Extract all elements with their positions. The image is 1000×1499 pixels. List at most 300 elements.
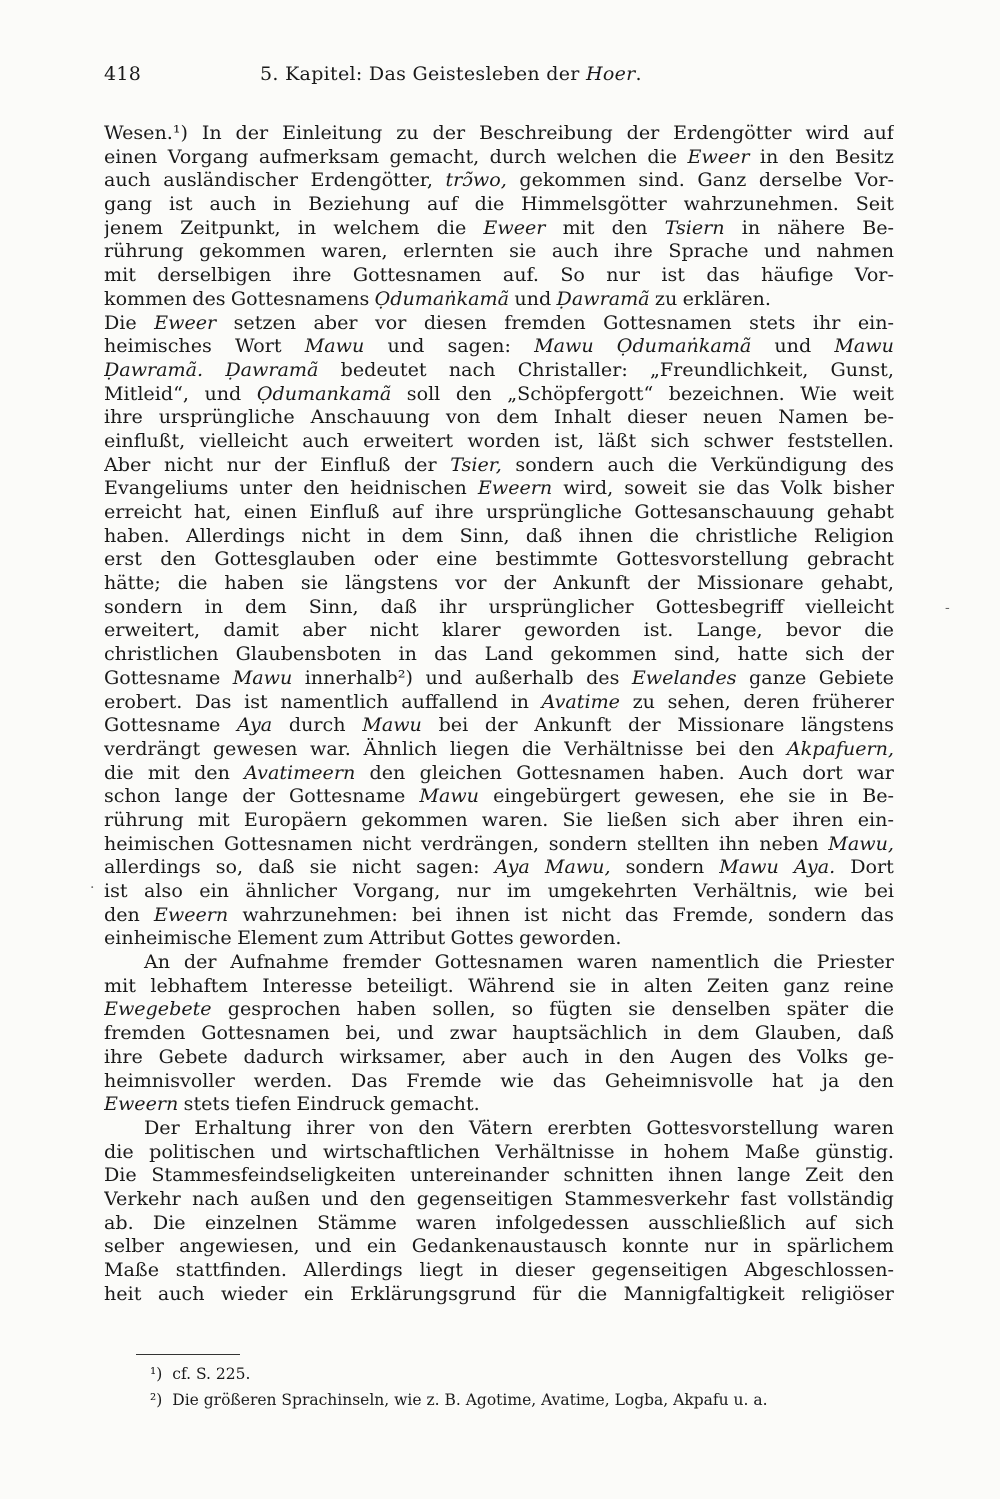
word: und — [774, 334, 812, 358]
word: Mitleid“, — [104, 381, 189, 405]
word: Vor- — [854, 263, 894, 287]
word: ihre — [434, 500, 474, 523]
word: ist — [524, 902, 548, 926]
word: Der — [144, 1115, 180, 1139]
italic-word: Hoer — [586, 63, 636, 85]
word: Ọdumaṅkamã — [374, 286, 510, 310]
word: Geheimnisvolle — [604, 1068, 754, 1092]
word: einen — [243, 500, 298, 523]
word: Erdengötter — [673, 121, 792, 144]
page-header — [104, 63, 894, 93]
word: sehen, — [667, 689, 731, 713]
word: Namen — [778, 405, 849, 429]
word: durch — [288, 713, 346, 737]
word: der — [183, 950, 217, 974]
word: Eweer — [687, 144, 750, 168]
word: wie — [500, 1068, 535, 1092]
word: erst — [104, 547, 142, 571]
word: ein- — [857, 807, 894, 831]
word: vielleicht — [805, 594, 894, 618]
text-line — [104, 690, 894, 714]
text-line — [104, 287, 894, 311]
word: auch — [209, 192, 257, 216]
word: ja — [822, 1068, 840, 1092]
word: sie — [309, 855, 337, 879]
word: Auch — [738, 760, 788, 784]
word: haben — [224, 571, 284, 595]
text-line — [104, 524, 894, 548]
word: infolgedessen — [495, 1210, 629, 1234]
word: lange — [737, 1163, 791, 1187]
word: ihr — [439, 594, 467, 618]
word: Mawu, — [828, 831, 894, 855]
word: Beziehung — [308, 192, 411, 216]
body-text — [104, 121, 894, 1341]
word: gemacht, — [389, 144, 480, 168]
word: Zeitpunkt, — [180, 215, 281, 239]
word: Eweern — [477, 476, 553, 500]
word: Mawu — [304, 334, 365, 358]
word: Volks — [797, 1044, 849, 1068]
word: der — [484, 713, 518, 737]
word: ihnen — [578, 523, 633, 547]
word: aber — [462, 1044, 507, 1068]
word: der — [235, 121, 269, 144]
word: dem — [496, 405, 538, 429]
word: sie — [300, 571, 329, 595]
word: daß — [525, 523, 563, 547]
text-line — [104, 1045, 894, 1069]
text-line — [104, 618, 894, 642]
word: außen — [250, 1186, 311, 1210]
text-line — [104, 500, 894, 524]
word: ein — [303, 1281, 334, 1305]
word: das — [706, 263, 740, 287]
word: den — [104, 902, 140, 926]
text-line — [104, 405, 894, 429]
text-line — [104, 1021, 894, 1045]
word: einen — [104, 144, 158, 168]
word: sind. — [638, 168, 685, 192]
word: Fremde — [406, 1068, 482, 1092]
word: und — [314, 1234, 352, 1258]
word: Erklärungsgrund — [350, 1281, 517, 1305]
word: früherer — [812, 689, 894, 713]
word: waren — [576, 950, 638, 974]
word: Maße — [744, 1139, 800, 1163]
word: ihnen — [668, 1163, 723, 1187]
text-line — [104, 713, 894, 737]
word: In — [201, 121, 222, 144]
text-line — [104, 1069, 894, 1093]
word: Gottesvorstellung — [616, 547, 789, 571]
word: ab. — [104, 1210, 134, 1234]
word: neuen — [702, 405, 763, 429]
word: des — [748, 1044, 782, 1068]
word: derselbigen — [157, 263, 272, 287]
word: nur — [606, 263, 641, 287]
word: auch — [551, 239, 599, 263]
word: ließen — [607, 807, 668, 831]
word: Mawu — [362, 713, 422, 737]
word: die — [667, 452, 698, 476]
word: Ḍawramã — [556, 286, 650, 310]
word: Missionare — [677, 713, 785, 737]
word: Ganz — [697, 168, 747, 192]
word: die — [773, 950, 803, 974]
word: Religion — [813, 523, 894, 547]
word: den — [858, 1068, 894, 1092]
word: die — [649, 523, 679, 547]
word: wirtschaftlichen — [322, 1139, 480, 1163]
text-line — [104, 761, 894, 785]
word: nicht — [301, 523, 351, 547]
word: Sprache — [668, 239, 749, 263]
word: mit — [104, 263, 136, 287]
word: Gottesnamen — [434, 950, 564, 974]
word: gesprochen — [227, 997, 341, 1021]
word: stets — [183, 1092, 230, 1116]
text-line — [104, 1211, 894, 1235]
text-line — [104, 642, 894, 666]
word: das — [860, 902, 894, 926]
word: hauptsächlich — [512, 1021, 648, 1045]
word: der — [626, 121, 660, 144]
word: Stammesfeindseligkeiten — [151, 1163, 396, 1187]
word: ihre — [292, 263, 332, 287]
word: Mawu — [232, 665, 293, 689]
text-line — [104, 666, 894, 690]
word: Gottes — [450, 926, 514, 950]
word: im — [506, 879, 532, 902]
word: auch — [157, 1281, 205, 1305]
word: zwar — [449, 1021, 497, 1045]
word: zu — [654, 286, 678, 310]
word: Gebete — [158, 1044, 228, 1068]
word: rührung — [104, 807, 184, 831]
word: Europäern — [243, 807, 348, 831]
word: Ḍawramã. — [104, 357, 204, 381]
word: der — [403, 452, 437, 476]
word: Evangeliums — [104, 476, 229, 500]
word: kommen — [104, 286, 187, 310]
word: gekommen — [550, 642, 657, 666]
word: wird, — [563, 476, 614, 500]
word: fast — [740, 1186, 777, 1210]
word: geworden — [524, 618, 621, 642]
word: die — [521, 736, 552, 760]
word: Gunst, — [830, 357, 894, 381]
word: erweitert, — [104, 618, 201, 642]
word: erklären. — [682, 286, 771, 310]
word: bei — [411, 902, 442, 926]
word: in — [584, 1044, 603, 1068]
word: „Schöpfergott“ — [507, 381, 654, 405]
word: und — [397, 1021, 434, 1045]
text-line — [104, 168, 894, 192]
word: eine — [436, 547, 478, 571]
word: nähere — [777, 215, 846, 239]
word: auf. — [502, 263, 539, 287]
word: Tsier, — [450, 452, 502, 476]
word: die — [474, 192, 505, 216]
word: die — [864, 997, 894, 1021]
word: in — [297, 215, 317, 239]
word: Gottesanschauung — [634, 500, 815, 523]
word: ihre — [614, 239, 653, 263]
margin-speck: - — [945, 600, 950, 616]
word: wieder — [221, 1281, 288, 1305]
text-line — [104, 358, 894, 382]
word: sie — [628, 997, 656, 1021]
word: ge- — [863, 1044, 894, 1068]
text-line — [104, 382, 894, 406]
word: rührung — [104, 239, 184, 263]
text-line — [104, 974, 894, 998]
word: ist — [169, 192, 193, 216]
word: ihnen — [455, 902, 511, 926]
word: so — [511, 997, 534, 1021]
text-line — [104, 239, 894, 263]
word: Abgeschlossen- — [744, 1258, 894, 1281]
word: Einleitung — [282, 121, 383, 144]
word: wie — [814, 879, 848, 902]
word: „Freundlichkeit, — [650, 357, 809, 381]
text-line — [104, 879, 894, 903]
word: weit — [852, 381, 894, 405]
word: konnte — [622, 1234, 689, 1258]
word: die — [647, 144, 678, 168]
word: zu — [396, 121, 419, 144]
word: nahmen — [816, 239, 894, 263]
word: Eweer — [154, 310, 217, 334]
word: sind, — [674, 642, 721, 666]
word: in — [630, 1139, 649, 1163]
word: der — [242, 784, 275, 808]
word: Verkündigung — [711, 452, 848, 476]
word: Gottesname — [104, 713, 221, 737]
word: mit — [562, 215, 595, 239]
word: trɔ̃wo, — [445, 168, 507, 192]
word: gehabt — [826, 500, 894, 523]
word: sich — [855, 1210, 894, 1234]
word: christliche — [695, 523, 798, 547]
text-line — [104, 832, 894, 856]
word: ganze — [749, 665, 807, 689]
word: haben — [356, 997, 417, 1021]
word: in — [510, 689, 529, 713]
word: ihre — [104, 405, 143, 429]
word: vollständig — [787, 1186, 894, 1210]
word: nicht — [164, 452, 214, 476]
footnote-text: Die größeren Sprachinseln, wie z. B. Agotime, Avatime, Logba, Akpafu u. a. — [172, 1391, 768, 1409]
word: So — [560, 263, 585, 287]
word: neben — [759, 831, 819, 855]
word: auf — [805, 1210, 836, 1234]
word: dem — [697, 1021, 740, 1045]
word: Einfluß — [320, 452, 391, 476]
word: Sinn, — [459, 523, 510, 547]
word: ihn — [718, 831, 750, 855]
word: ist — [104, 879, 128, 902]
word: wird — [805, 121, 850, 144]
word: Die — [104, 310, 137, 334]
word: Das — [351, 1068, 388, 1092]
word: Fremde, — [672, 902, 754, 926]
word: Aya. — [793, 855, 836, 879]
word: klarer — [442, 618, 501, 642]
text-line — [104, 926, 894, 950]
word: in — [753, 1234, 772, 1258]
word: Mawu — [534, 334, 594, 358]
word: liegen — [449, 736, 510, 760]
word: ist — [661, 263, 685, 287]
word: aber — [734, 807, 779, 831]
word: Himmelsgötter — [521, 192, 667, 216]
word: sondern — [625, 855, 705, 879]
word: des — [860, 452, 894, 476]
word: waren, — [321, 239, 388, 263]
word: gebracht — [807, 547, 894, 571]
word: nur — [704, 1234, 738, 1258]
footnote-text: cf. S. 225. — [172, 1365, 251, 1383]
word: Be- — [862, 215, 894, 239]
word: welchen — [556, 144, 638, 168]
word: stets — [749, 310, 796, 334]
word: Eweer — [483, 215, 546, 239]
word: Be- — [862, 784, 894, 808]
word: einflußt, — [104, 428, 186, 452]
word: auch — [104, 168, 151, 192]
text-line — [104, 1187, 894, 1211]
word: in — [829, 784, 849, 808]
word: den — [369, 1186, 406, 1210]
word: dadurch — [243, 1044, 324, 1068]
word: waren — [415, 1210, 477, 1234]
word: einzelnen — [204, 1210, 298, 1234]
word: sie — [698, 476, 726, 500]
word: eingebürgert — [493, 784, 621, 808]
text-line — [104, 311, 894, 335]
word: haben. — [104, 523, 170, 547]
word: nicht — [561, 902, 611, 926]
word: Vätern — [468, 1115, 533, 1139]
word: ausschließlich — [648, 1210, 786, 1234]
text-line — [104, 192, 894, 216]
word: schon — [104, 784, 161, 808]
word: bedeutet — [340, 357, 427, 381]
word: sie — [509, 239, 537, 263]
word: dieser — [514, 1258, 575, 1281]
word: diesen — [423, 310, 487, 334]
word: Priester — [816, 950, 894, 974]
word: selber — [104, 1234, 164, 1258]
word: läßt — [598, 428, 637, 452]
text-line — [104, 1140, 894, 1164]
word: der — [274, 452, 307, 476]
word: war — [857, 760, 894, 784]
word: deren — [743, 689, 800, 713]
word: sie — [788, 784, 816, 808]
word: den — [418, 1115, 455, 1139]
word: Gottesglauben — [214, 547, 356, 571]
word: der — [861, 642, 894, 666]
word: erobert. — [104, 689, 183, 713]
word: zum — [323, 926, 364, 950]
word: Zeit — [805, 1163, 844, 1187]
word: Allerdings — [185, 523, 286, 547]
word: Eweern — [104, 1092, 179, 1116]
text-line — [104, 334, 894, 358]
word: in — [759, 144, 779, 168]
word: Ewegebete — [104, 997, 212, 1021]
word: den — [369, 760, 406, 784]
word: gegenseitigen — [591, 1258, 728, 1281]
word: Lange, — [696, 618, 763, 642]
word: den — [455, 381, 492, 405]
word: Verhältnisse — [564, 736, 684, 760]
word: religiöser — [801, 1281, 894, 1305]
word: das — [624, 902, 659, 926]
word: umgekehrten — [547, 879, 678, 902]
word: den — [618, 1044, 655, 1068]
word: den — [738, 736, 775, 760]
word: Volk — [780, 476, 823, 500]
word: der — [628, 713, 661, 737]
word: Wesen.¹) — [104, 121, 188, 144]
word: sich — [650, 428, 690, 452]
text-line — [104, 453, 894, 477]
word: bei — [438, 713, 469, 737]
word: Gottesnamen — [201, 1021, 330, 1045]
word: werden. — [253, 1068, 333, 1092]
word: mit — [197, 807, 230, 831]
word: Stammesverkehr — [564, 1186, 730, 1210]
word: wahrzunehmen: — [242, 902, 398, 926]
word: den — [611, 215, 648, 239]
word: Sinn, — [308, 594, 359, 618]
word: Mawu — [834, 334, 894, 358]
text-line — [104, 737, 894, 761]
word: dieser — [627, 405, 687, 429]
word: in — [479, 1258, 499, 1281]
word: gang — [104, 192, 153, 216]
word: Verhältnis, — [693, 879, 798, 902]
word: des — [192, 286, 226, 310]
word: in — [663, 1021, 682, 1045]
word: Die — [104, 1163, 137, 1187]
word: sondern — [767, 902, 847, 926]
word: Inhalt — [553, 405, 612, 429]
word: Mannigfaltigkeit — [623, 1281, 785, 1305]
word: Maße — [104, 1258, 159, 1281]
word: die — [577, 1281, 608, 1305]
word: aufmerksam — [258, 144, 380, 168]
word: ererbten — [547, 1115, 632, 1139]
word: Erdengötter, — [310, 168, 433, 192]
word: nach — [448, 357, 496, 381]
word: in — [610, 973, 630, 997]
word: aber — [313, 310, 358, 334]
word: und — [763, 239, 801, 263]
word: zu — [632, 689, 655, 713]
text-line — [104, 595, 894, 619]
text-line — [104, 476, 894, 500]
word: schnitten — [563, 1163, 654, 1187]
text-line — [104, 263, 894, 287]
word: Christaller: — [517, 357, 628, 381]
word: Akpafuern, — [786, 736, 894, 760]
